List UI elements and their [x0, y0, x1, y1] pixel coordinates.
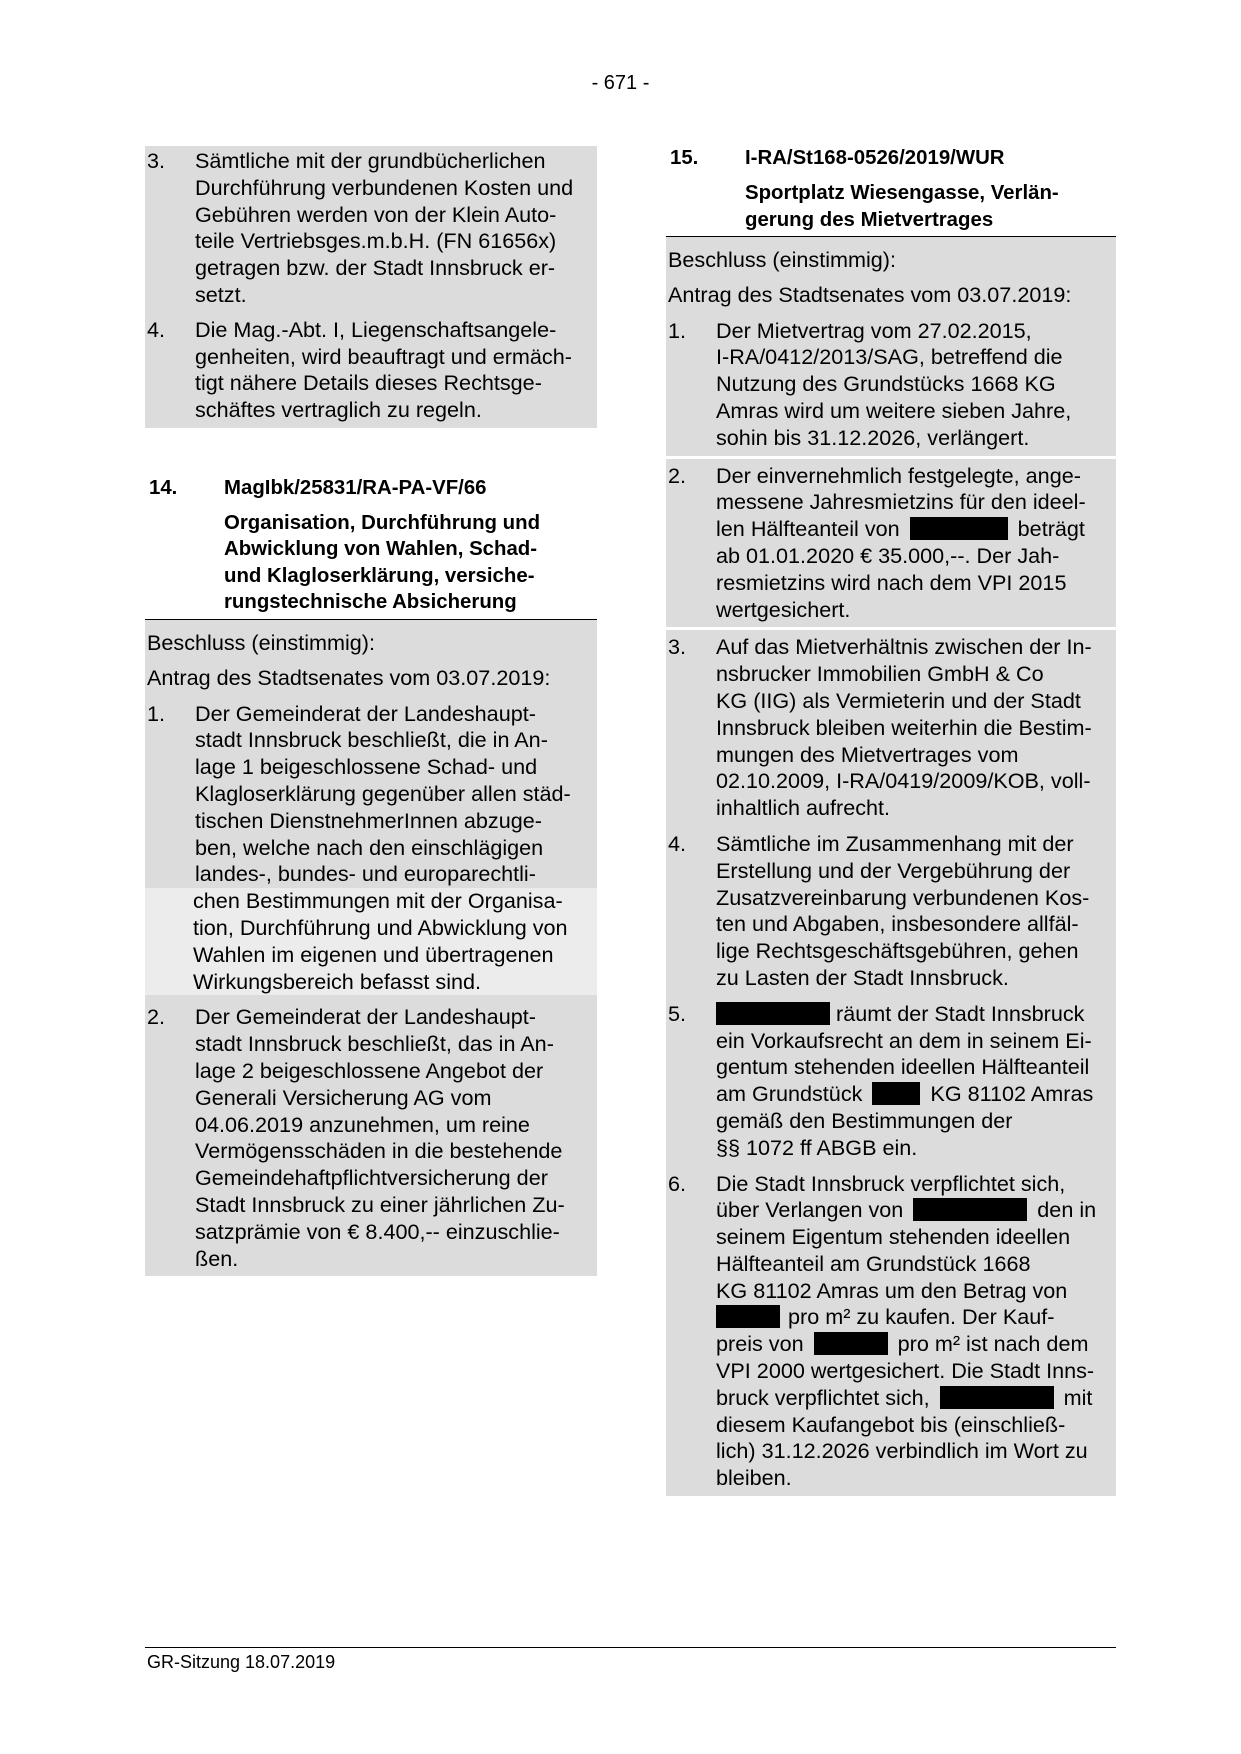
list-item [666, 1001, 1116, 1162]
redaction-box [716, 1305, 780, 1328]
list-item [145, 148, 597, 309]
text-line: über Verlangen von den in [716, 1197, 1097, 1223]
text-line: KG 81102 Amras um den Betrag von [716, 1277, 1068, 1303]
item-number: 2. [668, 462, 687, 488]
text-line: len Hälfteanteil von beträgt [716, 516, 1085, 542]
list-item [145, 1004, 597, 1272]
text-line: messene Jahresmietzins für den ideel- [716, 489, 1086, 515]
list-item [666, 318, 1116, 452]
item-number: 2. [147, 1004, 166, 1030]
text-lines: ab 01.01.2020 € 35.000,--. Der Jah- resmietzins wird nach dem VPI 2015 wertgesichert. [716, 542, 1067, 622]
item-text: Sämtliche mit der grundbücherlichen Durchführung verbundenen Kosten und Gebühren werden von der Klein Auto- teile Vertriebsges.m.b.H. (FN 61656x) getragen bzw. der Stadt Innsbruck er- setzt. [195, 148, 574, 307]
section-14-header [145, 476, 597, 620]
section-title: Organisation, Durchführung und Abwicklung von Wahlen, Schad- und Klagloserklärung, versiche- rungstechnische Absicherung [224, 511, 541, 614]
section-title: Sportplatz Wiesengasse, Verlän- gerung des Mietvertrages [745, 182, 1059, 231]
text-line: VPI 2000 wertgesichert. Die Stadt Inns- [716, 1358, 1095, 1384]
section-heading [145, 476, 597, 501]
list-item [145, 701, 597, 889]
item-text [716, 1171, 1116, 1493]
text-line: ein Vorkaufsrecht an dem in seinem Ei- [716, 1027, 1092, 1053]
item-text: Sämtliche im Zusammenhang mit der Erstellung und der Vergebührung der Zusatzvereinbarung verbundenen Kos- ten und Abgaben, insbesondere allfäl- lige Rechtsgeschäftsgebühren, gehen zu Lasten der Stadt Innsbruck. [716, 830, 1090, 990]
list-item [666, 831, 1116, 992]
item-text: Die Mag.-Abt. I, Liegenschaftsangele- genheiten, wird beauftragt und ermäch- tigt nähere Details dieses Rechtsge- schäftes vertraglich zu regeln. [195, 316, 572, 423]
item-number: 1. [147, 700, 166, 726]
section-code: I-RA/St168-0526/2019/WUR [745, 147, 1005, 169]
item-text: Auf das Mietverhältnis zwischen der In- nsbrucker Immobilien GmbH & Co KG (IIG) als Vermieterin und der Stadt Innsbruck bleiben weiterhin die Bestim- mungen des Mietvertrages vom 02.10.2009, I-RA/0419/2009/KOB, voll- inhaltlich aufrecht. [716, 634, 1092, 821]
item-number: 3. [668, 634, 687, 660]
item-continuation [145, 888, 597, 995]
left-column [145, 146, 597, 1276]
item-text: Der Mietvertrag vom 27.02.2015, I-RA/0412/2013/SAG, betreffend die Nutzung des Grundstücks 1668 KG Amras wird um weitere sieben Jahre, sohin bis 31.12.2026, verlängert. [716, 317, 1072, 450]
redaction-box [940, 1386, 1054, 1409]
item-text [716, 463, 1116, 624]
redaction-box [913, 1198, 1027, 1221]
item-number: 3. [147, 148, 166, 173]
item-number: 1. [668, 317, 687, 343]
footer-divider [145, 1647, 1116, 1648]
text-lines: gemäß den Bestimmungen der §§ 1072 ff ABGB ein. [716, 1107, 1013, 1160]
item-text [716, 1001, 1116, 1162]
text-line: gentum stehenden ideellen Hälfteanteil [716, 1054, 1090, 1080]
page-number: - 671 - [591, 72, 650, 94]
left-top-items [145, 146, 597, 428]
list-item [145, 317, 597, 424]
item-number: 4. [147, 316, 166, 342]
right-column [666, 146, 1116, 1496]
redaction-box [716, 1002, 830, 1025]
section-code: MagIbk/25831/RA-PA-VF/66 [224, 476, 487, 499]
footer-text: GR-Sitzung 18.07.2019 [147, 1652, 336, 1672]
antrag-line: Antrag des Stadtsenates vom 03.07.2019: [668, 281, 1072, 307]
item-number: 5. [668, 1000, 687, 1026]
section-15-items-3-6 [666, 630, 1116, 1496]
text-line: räumt der Stadt Innsbruck [716, 1001, 1116, 1028]
redaction-box [872, 1082, 920, 1105]
redaction-box [910, 517, 1008, 540]
list-item [666, 1171, 1116, 1493]
redaction-box [814, 1332, 888, 1355]
item-number: 6. [668, 1170, 687, 1196]
text-line: Die Stadt Innsbruck verpflichtet sich, [716, 1170, 1066, 1196]
item-text: chen Bestimmungen mit der Organisa- tion, Durchführung und Abwicklung von Wahlen im eigenen und übertragenen Wirkungsbereich befasst sind. [193, 888, 568, 994]
text-line: Der einvernehmlich festgelegte, ange- [716, 462, 1081, 488]
list-item [666, 634, 1116, 822]
item-number: 4. [668, 830, 687, 856]
text-line: am Grundstück KG 81102 Amras [716, 1081, 1094, 1107]
section-15-intro [666, 237, 1116, 456]
text-line: Hälfteanteil am Grundstück 1668 [716, 1250, 1031, 1276]
text-line: bruck verpflichtet sich, mit [716, 1384, 1093, 1410]
text-lines: diesem Kaufangebot bis (einschließ- lich) 31.12.2026 verbindlich im Wort zu bleiben. [716, 1411, 1088, 1491]
item-text: Der Gemeinderat der Landeshaupt- stadt Innsbruck beschließt, die in An- lage 1 beigeschlossene Schad- und Klagloserklärung gegenüber allen städ- tischen DienstnehmerInnen abzuge- ben, welche nach den einschlägigen landes-, bundes- und europarechtli- [195, 700, 571, 887]
section-15-header [666, 146, 1116, 237]
text-line: seinem Eigentum stehenden ideellen [716, 1224, 1071, 1250]
section-number: 15. [670, 147, 699, 169]
text-line: pro m² zu kaufen. Der Kauf- [716, 1304, 1116, 1331]
section-number: 14. [149, 476, 178, 499]
section-14-body-2 [145, 995, 597, 1276]
section-15-item-2 [666, 459, 1116, 628]
antrag-line: Antrag des Stadtsenates vom 03.07.2019: [147, 664, 551, 690]
beschluss-line: Beschluss (einstimmig): [668, 247, 896, 272]
list-item [666, 463, 1116, 624]
beschluss-line: Beschluss (einstimmig): [147, 629, 375, 655]
section-14-body [145, 620, 597, 888]
section-heading [666, 146, 1116, 171]
item-text: Der Gemeinderat der Landeshaupt- stadt Innsbruck beschließt, das in An- lage 2 beigeschlossene Angebot der Generali Versicherung AG vom 04.06.2019 anzunehmen, um reine Vermögensschäden in die bestehende Gemeindehaftpflichtversicherung der Stadt Innsbruck zu einer jährlichen Zu- satzprämie von € 8.400,-- einzuschlie- ßen. [195, 1004, 565, 1271]
text-line: preis von pro m² ist nach dem [716, 1331, 1089, 1357]
